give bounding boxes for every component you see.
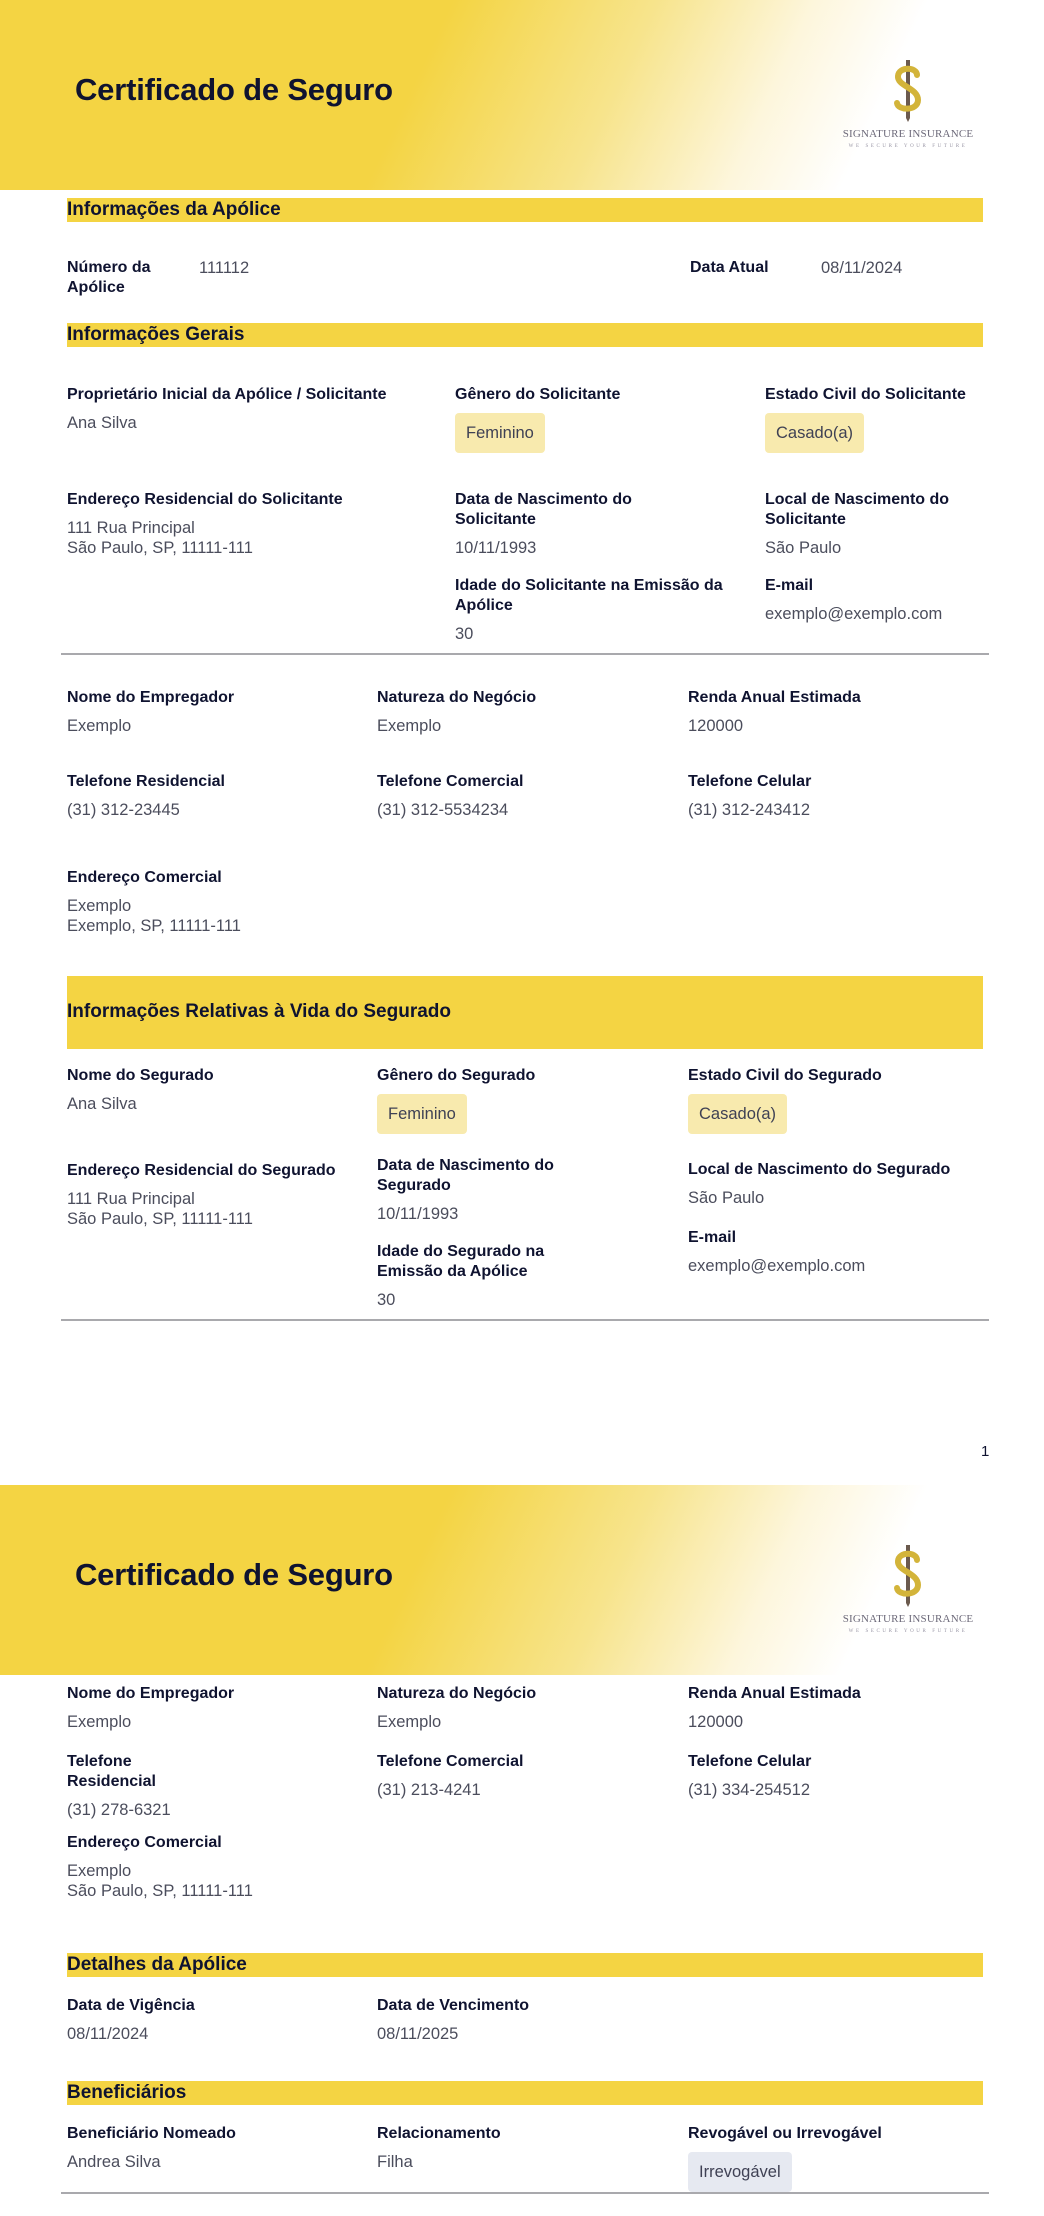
applicant-email-field: E-mail exemplo@exemplo.com (765, 577, 943, 623)
employer-field: Nome do Empregador Exemplo (67, 689, 235, 735)
policy-number-value: 111112 (199, 259, 250, 277)
gender-chip: Feminino (377, 1094, 467, 1134)
mobile-phone-field: Telefone Celular (31) 312-243412 (688, 773, 812, 819)
section-title: Detalhes da Apólice (67, 1954, 247, 1975)
section-divider (61, 1319, 989, 1321)
section-title: Informações da Apólice (67, 199, 281, 220)
page-title: Certificado de Seguro (75, 72, 393, 107)
section-title: Beneficiários (67, 2082, 187, 2103)
logo-brand-text: SIGNATURE INSURANCE (842, 1613, 974, 1625)
employer-field: Nome do Empregador Exemplo (67, 1685, 235, 1731)
effective-date-field: Data de Vigência 08/11/2024 (67, 1997, 195, 2043)
insured-marital-field: Estado Civil do Segurado Casado(a) (688, 1066, 882, 1134)
applicant-dob-field: Data de Nascimento do Solicitante 10/11/1993 (455, 491, 632, 557)
insured-name-field: Nome do Segurado Ana Silva (67, 1067, 214, 1113)
annual-income-field: Renda Anual Estimada 120000 (688, 689, 861, 735)
dollar-pen-icon (884, 1543, 932, 1607)
company-logo (838, 58, 978, 158)
insured-birthplace-field: Local de Nascimento do Segurado São Paulo (688, 1161, 951, 1207)
mobile-phone-field: Telefone Celular (31) 334-254512 (688, 1753, 812, 1799)
revocability-chip: Irrevogável (688, 2152, 792, 2192)
section-beneficiaries (67, 2081, 983, 2105)
page-1-header (0, 0, 1044, 190)
insured-dob-field: Data de Nascimento do Segurado 10/11/1993 (377, 1157, 554, 1223)
work-phone-field: Telefone Comercial (31) 213-4241 (377, 1753, 524, 1799)
section-general-info (67, 323, 983, 347)
insured-address-field: Endereço Residencial do Segurado 111 Rua Principal São Paulo, SP, 11111-111 (67, 1162, 336, 1228)
section-policy-details (67, 1953, 983, 1977)
marital-chip: Casado(a) (765, 413, 864, 453)
work-address-field: Endereço Comercial Exemplo Exemplo, SP, 11111-111 (67, 869, 241, 935)
current-date-value: 08/11/2024 (821, 259, 903, 277)
page-number: 1 (981, 1443, 990, 1460)
annual-income-field: Renda Anual Estimada 120000 (688, 1685, 861, 1731)
insured-email-field: E-mail exemplo@exemplo.com (688, 1229, 866, 1275)
current-date-field: Data Atual (690, 259, 769, 276)
logo-brand-text: SIGNATURE INSURANCE (842, 128, 974, 140)
business-nature-field: Natureza do Negócio Exemplo (377, 689, 537, 735)
section-divider (61, 653, 989, 655)
policy-number-field (67, 258, 151, 298)
expiry-date-field: Data de Vencimento 08/11/2025 (377, 1997, 530, 2043)
marital-chip: Casado(a) (688, 1094, 787, 1134)
insured-age-field: Idade do Segurado na Emissão da Apólice 30 (377, 1243, 545, 1309)
owner-field: Proprietário Inicial da Apólice / Solicitante Ana Silva (67, 386, 387, 432)
applicant-marital-field: Estado Civil do Solicitante Casado(a) (765, 385, 966, 453)
home-phone-field: Telefone Residencial (31) 312-23445 (67, 773, 225, 819)
applicant-address-field: Endereço Residencial do Solicitante 111 Rua Principal São Paulo, SP, 11111-111 (67, 491, 343, 557)
relationship-field: Relacionamento Filha (377, 2125, 501, 2171)
applicant-gender-field: Gênero do Solicitante Feminino (455, 385, 620, 453)
work-address-field: Endereço Comercial Exemplo São Paulo, SP, 11111-111 (67, 1834, 253, 1900)
logo-tagline: WE SECURE YOUR FUTURE (848, 144, 968, 149)
gender-chip: Feminino (455, 413, 545, 453)
logo-tagline: WE SECURE YOUR FUTURE (848, 1629, 968, 1634)
home-phone-field: Telefone Residencial (31) 278-6321 (67, 1753, 171, 1819)
business-nature-field: Natureza do Negócio Exemplo (377, 1685, 537, 1731)
applicant-age-field: Idade do Solicitante na Emissão da Apólice 30 (455, 577, 723, 643)
section-divider (61, 2192, 989, 2194)
page-title: Certificado de Seguro (75, 1557, 393, 1592)
work-phone-field: Telefone Comercial (31) 312-5534234 (377, 773, 524, 819)
section-policy-info (67, 198, 983, 222)
section-insured-info (67, 976, 983, 1049)
section-title: Informações Relativas à Vida do Segurado (67, 1001, 451, 1022)
field-label: Número da Apólice (67, 259, 151, 296)
revocability-field: Revogável ou Irrevogável Irrevogável (688, 2124, 882, 2192)
section-title: Informações Gerais (67, 324, 245, 345)
insured-gender-field: Gênero do Segurado Feminino (377, 1066, 535, 1134)
dollar-pen-icon (884, 58, 932, 122)
applicant-birthplace-field: Local de Nascimento do Solicitante São Paulo (765, 491, 950, 557)
page-2-header (0, 1485, 1044, 1675)
beneficiary-name-field: Beneficiário Nomeado Andrea Silva (67, 2125, 236, 2171)
company-logo (838, 1543, 978, 1643)
